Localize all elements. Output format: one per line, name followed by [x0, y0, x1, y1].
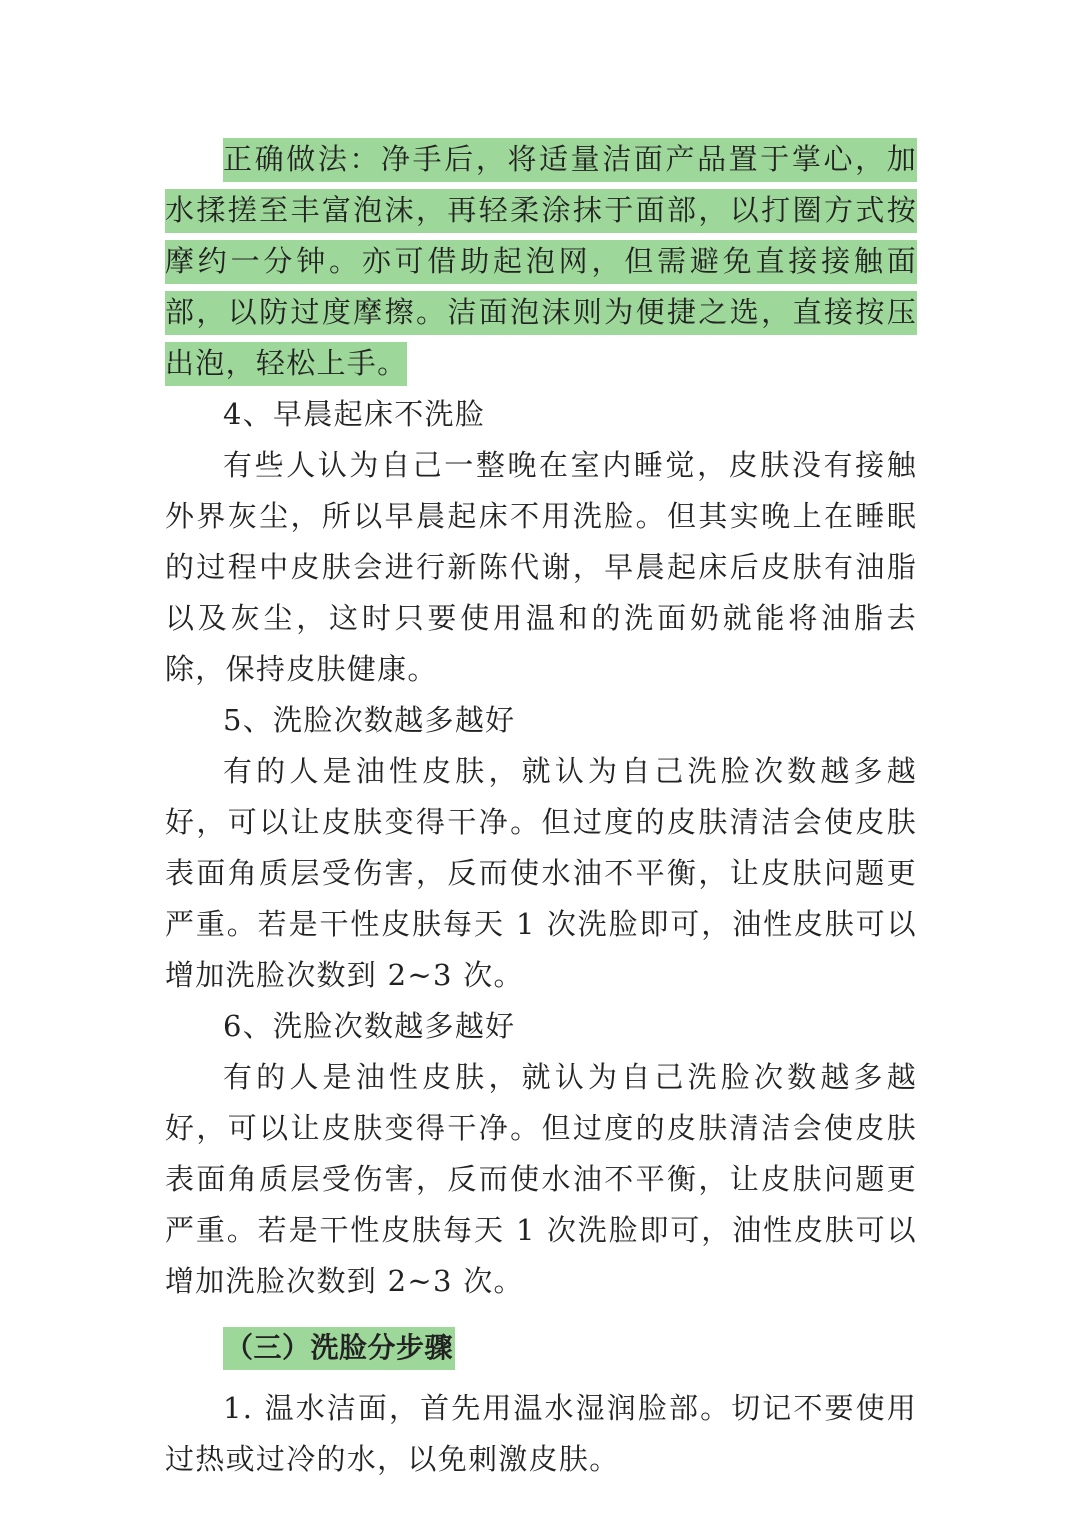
item-5-heading: 5、洗脸次数越多越好 [223, 703, 516, 737]
step-1-paragraph: 1. 温水洁面，首先用温水湿润脸部。切记不要使用过热或过冷的水，以免刺激皮肤。 [165, 1391, 917, 1476]
item-6-body: 有的人是油性皮肤，就认为自己洗脸次数越多越好，可以让皮肤变得干净。但过度的皮肤清洁会使皮肤表面角质层受伤害，反而使水油不平衡，让皮肤问题更严重。若是干性皮肤每天 1 次洗脸即可，油性皮肤可以增加洗脸次数到 2~3 次。 [165, 1060, 917, 1298]
section-title [165, 1325, 917, 1371]
section-title-text: （三）洗脸分步骤 [223, 1327, 455, 1370]
item-5-body: 有的人是油性皮肤，就认为自己洗脸次数越多越好，可以让皮肤变得干净。但过度的皮肤清洁会使皮肤表面角质层受伤害，反而使水油不平衡，让皮肤问题更严重。若是干性皮肤每天 1 次洗脸即可，油性皮肤可以增加洗脸次数到 2~3 次。 [165, 754, 917, 992]
highlight-mark: 正确做法：净手后，将适量洁面产品置于掌心，加水揉搓至丰富泡沫，再轻柔涂抹于面部，以打圈方式按摩约一分钟。亦可借助起泡网，但需避免直接接触面部，以防过度摩擦。洁面泡沫则为便捷之选，直接按压出泡，轻松上手。 [165, 138, 917, 386]
document-page [165, 134, 917, 1485]
item-4-heading: 4、早晨起床不洗脸 [223, 397, 486, 431]
item-4-body: 有些人认为自己一整晚在室内睡觉，皮肤没有接触外界灰尘，所以早晨起床不用洗脸。但其实晚上在睡眠的过程中皮肤会进行新陈代谢，早晨起床后皮肤有油脂以及灰尘，这时只要使用温和的洗面奶就能将油脂去除，保持皮肤健康。 [165, 448, 917, 686]
highlighted-paragraph [165, 134, 917, 389]
item-6-heading: 6、洗脸次数越多越好 [223, 1009, 516, 1043]
